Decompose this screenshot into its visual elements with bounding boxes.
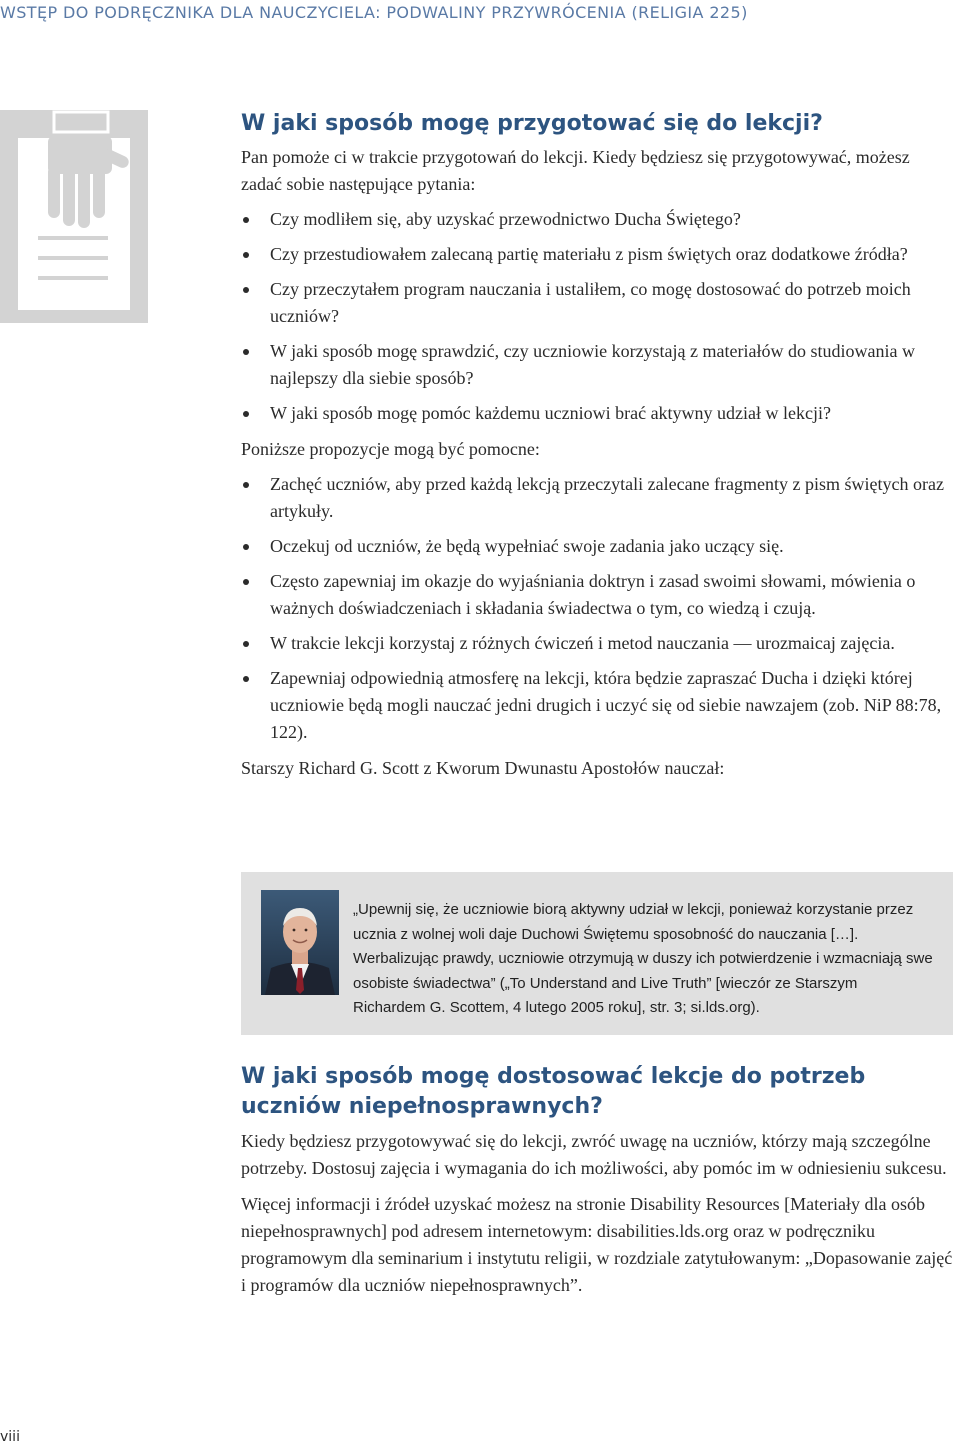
paragraph: Kiedy będziesz przygotowywać się do lekcji, zwróć uwagę na uczniów, którzy mają szczególne potrzeby. Dostosuj zajęcia i wymagania do ich możliwości, aby pomóc im w odniesieniu sukcesu.: [241, 1131, 947, 1178]
list-item: Często zapewniaj im okazje do wyjaśniania doktryn i zasad swoimi słowami, mówienia o ważnych doświadczeniach i składania świadectwa o tym, co wiedzą i czują.: [241, 568, 953, 622]
list-item: Czy przeczytałem program nauczania i ustaliłem, co mogę dostosować do potrzeb moich uczniów?: [241, 276, 953, 330]
list-item: W trakcie lekcji korzystaj z różnych ćwiczeń i metod nauczania — urozmaicaj zajęcia.: [241, 630, 953, 657]
list-item: Oczekuj od uczniów, że będą wypełniać swoje zadania jako uczący się.: [241, 533, 953, 560]
portrait-photo: [261, 890, 339, 995]
list-item: Czy przestudiowałem zalecaną partię materiału z pism świętych oraz dodatkowe źródła?: [241, 241, 953, 268]
suggestions-intro: Poniższe propozycje mogą być pomocne:: [241, 439, 540, 459]
questions-list: [241, 206, 953, 427]
running-header: WSTĘP DO PODRĘCZNIKA DLA NAUCZYCIELA: PODWALINY PRZYWRÓCENIA (RELIGIA 225): [0, 3, 748, 22]
suggestions-list: [241, 471, 953, 746]
section-heading: W jaki sposób mogę przygotować się do lekcji?: [241, 111, 823, 136]
list-item: W jaki sposób mogę pomóc każdemu uczniowi brać aktywny udział w lekcji?: [241, 400, 953, 427]
section-heading: W jaki sposób mogę dostosować lekcje do potrzeb uczniów niepełnosprawnych?: [241, 1064, 866, 1119]
list-item: W jaki sposób mogę sprawdzić, czy uczniowie korzystają z materiałów do studiowania w najlepszy dla siebie sposób?: [241, 338, 953, 392]
hand-on-document-icon: [0, 110, 148, 323]
list-item: Zachęć uczniów, aby przed każdą lekcją przeczytali zalecane fragmenty z pism świętych oraz artykuły.: [241, 471, 953, 525]
page-number: viii: [0, 1429, 20, 1445]
paragraph: Więcej informacji i źródeł uzyskać możesz na stronie Disability Resources [Materiały dla osób niepełnosprawnych] pod adresem internetowym: disabilities.lds.org oraz w podręczniku programowym dla seminarium i instytutu religii, w rozdziale zatytułowanym: „Dopasowanie zajęć i programów dla uczniów niepełnosprawnych”.: [241, 1194, 953, 1295]
quote-box: [241, 872, 953, 1035]
section-disabilities: [241, 1062, 953, 1299]
quote-intro: Starszy Richard G. Scott z Kworum Dwunastu Apostołów nauczał:: [241, 758, 725, 778]
list-item: Czy modliłem się, aby uzyskać przewodnictwo Ducha Świętego?: [241, 206, 953, 233]
intro-paragraph: Pan pomoże ci w trakcie przygotowań do lekcji. Kiedy będziesz się przygotowywać, możesz zadać sobie następujące pytania:: [241, 147, 910, 194]
section-preparation: [241, 110, 953, 782]
list-item: Zapewniaj odpowiednią atmosferę na lekcji, która będzie zapraszać Ducha i dzięki której uczniowie będą mogli nauczać jedni drugich i uczyć się od siebie nawzajem (zob. NiP 88:78, 122).: [241, 665, 953, 746]
quote-text: „Upewnij się, że uczniowie biorą aktywny udział w lekcji, ponieważ korzystanie przez ucznia z wolnej woli daje Duchowi Świętemu sposobność do nauczania […]. Werbalizując prawdy, uczniowie otrzymują w duszy ich potwierdzenie i wzmacniają swe osobiste świadectwa” („To Understand and Live Truth” [wieczór ze Starszym Richardem G. Scottem, 4 lutego 2005 roku], str. 3; si.lds.org).: [353, 901, 933, 1016]
